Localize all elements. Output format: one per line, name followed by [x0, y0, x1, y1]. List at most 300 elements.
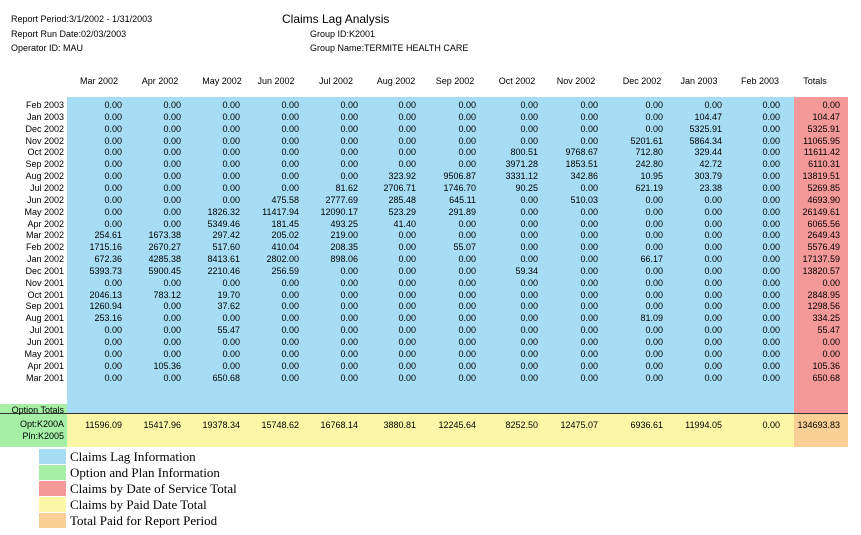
- table-cell: 0.00: [340, 301, 358, 312]
- column-header: Jun 2002: [257, 76, 295, 86]
- table-cell: 0.00: [520, 100, 538, 110]
- table-cell: 2670.27: [148, 242, 181, 253]
- table-cell: 329.44: [694, 147, 722, 158]
- table-cell: 0.00: [458, 159, 476, 170]
- table-cell: 0.00: [458, 123, 476, 134]
- table-cell: 55.47: [217, 325, 240, 336]
- table-cell: 0.00: [104, 100, 122, 110]
- table-cell: 0.00: [163, 135, 181, 146]
- paid-total-cell: 12245.64: [438, 420, 476, 430]
- table-cell: 0.00: [762, 230, 780, 241]
- table-cell: 0.00: [222, 111, 240, 122]
- table-cell: 3331.12: [505, 171, 538, 182]
- paid-total-cell: 15748.62: [261, 420, 299, 430]
- table-cell: 0.00: [762, 301, 780, 312]
- table-cell: 0.00: [281, 159, 299, 170]
- table-cell: 5393.73: [89, 265, 122, 276]
- table-cell: 0.00: [704, 100, 722, 110]
- table-cell: 0.00: [398, 111, 416, 122]
- table-cell: 9768.67: [565, 147, 598, 158]
- table-cell: 9506.87: [443, 171, 476, 182]
- table-cell: 517.60: [212, 242, 240, 253]
- table-cell: 1260.94: [89, 301, 122, 312]
- table-cell: 0.00: [163, 100, 181, 110]
- table-cell: 0.00: [398, 360, 416, 371]
- table-cell: 0.00: [520, 289, 538, 300]
- table-cell: 291.89: [448, 206, 476, 217]
- table-cell: 342.86: [570, 171, 598, 182]
- table-cell: 0.00: [762, 159, 780, 170]
- table-cell: 2210.46: [207, 265, 240, 276]
- table-cell: 0.00: [340, 159, 358, 170]
- column-header: Feb 2003: [740, 76, 780, 86]
- table-cell: 41.40: [393, 218, 416, 229]
- table-cell: 0.00: [520, 123, 538, 134]
- column-header: Apr 2002: [141, 76, 179, 86]
- table-cell: 523.29: [388, 206, 416, 217]
- table-cell: 0.00: [520, 242, 538, 253]
- table-cell: 5325.91: [689, 123, 722, 134]
- table-cell: 0.00: [580, 111, 598, 122]
- table-cell: 0.00: [281, 372, 299, 383]
- table-cell: 0.00: [645, 111, 663, 122]
- claims-lag-panel-footer: [67, 404, 794, 413]
- table-cell: 0.00: [104, 159, 122, 170]
- table-cell: 493.25: [330, 218, 358, 229]
- row-total-cell: 4693.90: [807, 194, 840, 205]
- table-cell: 104.47: [694, 111, 722, 122]
- table-cell: 11417.94: [262, 206, 299, 217]
- table-cell: 0.00: [104, 111, 122, 122]
- table-cell: 0.00: [340, 372, 358, 383]
- legend-swatch: [39, 481, 66, 496]
- table-cell: 0.00: [762, 348, 780, 359]
- table-cell: 0.00: [704, 301, 722, 312]
- row-total-cell: 650.68: [812, 372, 840, 383]
- table-cell: 0.00: [222, 100, 240, 110]
- table-cell: 0.00: [398, 289, 416, 300]
- row-total-cell: 2848.95: [807, 289, 840, 300]
- paid-total-cell: 3880.81: [383, 420, 416, 430]
- table-cell: 0.00: [104, 182, 122, 193]
- table-cell: 0.00: [762, 337, 780, 347]
- row-total-cell: 1298.56: [807, 301, 840, 312]
- report-period: Report Period:3/1/2002 - 1/31/2003: [11, 14, 153, 24]
- table-cell: 0.00: [398, 147, 416, 158]
- table-cell: 0.00: [580, 337, 598, 347]
- table-cell: 59.34: [515, 265, 538, 276]
- grand-total-cell: 134693.83: [797, 420, 840, 430]
- table-cell: 0.00: [104, 372, 122, 383]
- table-cell: 0.00: [104, 194, 122, 205]
- table-cell: 297.42: [212, 230, 240, 241]
- paid-total-cell: 16768.14: [320, 420, 358, 430]
- table-cell: 0.00: [163, 348, 181, 359]
- table-cell: 0.00: [704, 242, 722, 253]
- row-total-cell: 0.00: [822, 337, 840, 347]
- table-cell: 0.00: [163, 218, 181, 229]
- row-label: Sep 2001: [25, 301, 64, 312]
- legend-label: Claims by Paid Date Total: [70, 497, 207, 512]
- row-total-cell: 0.00: [822, 100, 840, 110]
- row-label: May 2002: [24, 206, 64, 217]
- row-label: Jul 2001: [29, 325, 64, 336]
- operator-id: Operator ID: MAU: [11, 43, 84, 53]
- table-cell: 475.58: [271, 194, 299, 205]
- column-header: Jul 2002: [318, 76, 354, 86]
- option-totals-divider: [0, 413, 848, 414]
- table-cell: 0.00: [163, 159, 181, 170]
- table-cell: 0.00: [580, 301, 598, 312]
- table-cell: 0.00: [520, 135, 538, 146]
- table-cell: 1715.16: [89, 242, 122, 253]
- table-cell: 0.00: [645, 289, 663, 300]
- table-cell: 0.00: [704, 254, 722, 265]
- table-cell: 0.00: [645, 218, 663, 229]
- table-cell: 0.00: [281, 313, 299, 324]
- table-cell: 0.00: [281, 301, 299, 312]
- row-label: Nov 2002: [25, 135, 64, 146]
- table-cell: 0.00: [340, 123, 358, 134]
- table-cell: 5864.34: [689, 135, 722, 146]
- table-cell: 0.00: [520, 194, 538, 205]
- plan-code: Pln:K2005: [22, 431, 64, 441]
- table-cell: 8413.61: [207, 254, 240, 265]
- table-cell: 0.00: [520, 206, 538, 217]
- table-cell: 0.00: [580, 360, 598, 371]
- group-name: Group Name:TERMITE HEALTH CARE: [310, 43, 469, 53]
- table-cell: 0.00: [704, 337, 722, 347]
- row-label: Jun 2001: [26, 337, 64, 347]
- table-cell: 0.00: [762, 147, 780, 158]
- table-cell: 0.00: [281, 360, 299, 371]
- table-cell: 0.00: [645, 372, 663, 383]
- option-code: Opt:K200A: [19, 419, 64, 429]
- legend-swatch: [39, 497, 66, 512]
- table-cell: 0.00: [340, 348, 358, 359]
- table-cell: 256.59: [271, 265, 299, 276]
- table-cell: 0.00: [458, 325, 476, 336]
- table-cell: 0.00: [398, 325, 416, 336]
- table-cell: 0.00: [520, 337, 538, 347]
- table-cell: 0.00: [340, 325, 358, 336]
- table-cell: 0.00: [398, 348, 416, 359]
- table-cell: 0.00: [580, 100, 598, 110]
- table-cell: 0.00: [520, 218, 538, 229]
- paid-total-cell: 0.00: [762, 420, 780, 430]
- row-total-cell: 11065.95: [803, 135, 840, 146]
- table-cell: 4285.38: [148, 254, 181, 265]
- table-cell: 0.00: [762, 313, 780, 324]
- table-cell: 0.00: [281, 135, 299, 146]
- row-label: Aug 2002: [25, 171, 64, 182]
- table-cell: 0.00: [520, 313, 538, 324]
- table-cell: 650.68: [212, 372, 240, 383]
- table-cell: 0.00: [645, 230, 663, 241]
- table-cell: 712.80: [635, 147, 663, 158]
- table-cell: 0.00: [104, 135, 122, 146]
- table-cell: 0.00: [340, 100, 358, 110]
- table-cell: 0.00: [163, 372, 181, 383]
- column-header: Sep 2002: [435, 76, 475, 86]
- table-cell: 0.00: [520, 348, 538, 359]
- table-cell: 783.12: [153, 289, 181, 300]
- table-cell: 0.00: [645, 277, 663, 288]
- table-cell: 42.72: [699, 159, 722, 170]
- table-cell: 0.00: [163, 325, 181, 336]
- table-cell: 0.00: [222, 194, 240, 205]
- table-cell: 0.00: [398, 372, 416, 383]
- row-total-cell: 6065.56: [807, 218, 840, 229]
- table-cell: 0.00: [458, 135, 476, 146]
- table-cell: 0.00: [645, 265, 663, 276]
- table-cell: 0.00: [520, 254, 538, 265]
- table-cell: 0.00: [340, 277, 358, 288]
- table-cell: 0.00: [222, 123, 240, 134]
- table-cell: 205.02: [271, 230, 299, 241]
- table-cell: 0.00: [762, 135, 780, 146]
- row-total-cell: 6110.31: [808, 159, 840, 170]
- legend-label: Total Paid for Report Period: [70, 513, 218, 528]
- table-cell: 0.00: [281, 182, 299, 193]
- table-cell: 0.00: [340, 135, 358, 146]
- table-cell: 105.36: [153, 360, 181, 371]
- table-cell: 0.00: [398, 135, 416, 146]
- row-label: Mar 2001: [25, 372, 64, 383]
- table-cell: 0.00: [580, 230, 598, 241]
- option-totals-label: Option Totals: [11, 405, 64, 415]
- table-cell: 0.00: [458, 254, 476, 265]
- row-total-cell: 334.25: [812, 313, 840, 324]
- report-title: Claims Lag Analysis: [282, 12, 390, 26]
- table-cell: 0.00: [458, 100, 476, 110]
- table-cell: 0.00: [163, 171, 181, 182]
- table-cell: 0.00: [340, 171, 358, 182]
- table-cell: 0.00: [340, 360, 358, 371]
- table-cell: 253.16: [94, 313, 122, 324]
- table-cell: 0.00: [645, 194, 663, 205]
- table-cell: 0.00: [645, 100, 663, 110]
- table-cell: 2706.71: [383, 182, 416, 193]
- table-cell: 0.00: [281, 325, 299, 336]
- table-cell: 2802.00: [266, 254, 299, 265]
- table-cell: 0.00: [104, 123, 122, 134]
- table-cell: 0.00: [163, 301, 181, 312]
- table-cell: 0.00: [762, 372, 780, 383]
- table-cell: 81.62: [335, 182, 358, 193]
- row-label: Apr 2002: [27, 218, 64, 229]
- table-cell: 0.00: [762, 254, 780, 265]
- column-header: Totals: [803, 76, 827, 86]
- table-cell: 0.00: [281, 348, 299, 359]
- table-cell: 5201.61: [630, 135, 663, 146]
- legend-label: Claims Lag Information: [70, 449, 196, 464]
- row-label: Sep 2002: [25, 159, 64, 170]
- row-total-cell: 5269.85: [807, 182, 840, 193]
- table-cell: 0.00: [398, 159, 416, 170]
- table-cell: 66.17: [640, 254, 663, 265]
- table-cell: 0.00: [340, 313, 358, 324]
- table-cell: 0.00: [704, 230, 722, 241]
- table-cell: 0.00: [222, 313, 240, 324]
- table-cell: 0.00: [704, 289, 722, 300]
- table-cell: 0.00: [104, 348, 122, 359]
- report-run-date: Report Run Date:02/03/2003: [11, 29, 127, 39]
- table-cell: 0.00: [520, 301, 538, 312]
- row-label: Dec 2001: [25, 265, 64, 276]
- table-cell: 0.00: [163, 182, 181, 193]
- table-cell: 0.00: [104, 337, 122, 347]
- table-cell: 621.19: [635, 182, 663, 193]
- row-total-cell: 2649.43: [807, 230, 840, 241]
- table-cell: 1826.32: [207, 206, 240, 217]
- table-cell: 0.00: [580, 135, 598, 146]
- table-cell: 0.00: [645, 337, 663, 347]
- table-cell: 0.00: [645, 348, 663, 359]
- row-label: May 2001: [24, 348, 64, 359]
- table-cell: 0.00: [222, 277, 240, 288]
- table-cell: 0.00: [222, 159, 240, 170]
- table-cell: 0.00: [580, 277, 598, 288]
- table-cell: 2777.69: [325, 194, 358, 205]
- table-cell: 0.00: [580, 182, 598, 193]
- table-cell: 0.00: [762, 123, 780, 134]
- paid-total-cell: 11994.05: [685, 420, 722, 430]
- paid-total-cell: 11596.09: [85, 420, 122, 430]
- table-cell: 0.00: [762, 206, 780, 217]
- table-cell: 0.00: [458, 265, 476, 276]
- table-cell: 0.00: [163, 111, 181, 122]
- table-cell: 0.00: [281, 123, 299, 134]
- table-cell: 0.00: [163, 147, 181, 158]
- table-cell: 0.00: [104, 325, 122, 336]
- table-cell: 0.00: [222, 337, 240, 347]
- table-cell: 0.00: [704, 348, 722, 359]
- table-cell: 0.00: [520, 360, 538, 371]
- table-cell: 0.00: [222, 171, 240, 182]
- table-cell: 0.00: [762, 277, 780, 288]
- legend-swatch: [39, 465, 66, 480]
- table-cell: 0.00: [704, 372, 722, 383]
- table-cell: 0.00: [458, 230, 476, 241]
- table-cell: 0.00: [281, 171, 299, 182]
- table-cell: 0.00: [398, 254, 416, 265]
- table-cell: 90.25: [515, 182, 538, 193]
- table-cell: 0.00: [580, 289, 598, 300]
- table-cell: 0.00: [340, 111, 358, 122]
- table-cell: 0.00: [580, 123, 598, 134]
- table-cell: 0.00: [222, 135, 240, 146]
- table-cell: 219.00: [330, 230, 358, 241]
- table-cell: 0.00: [281, 277, 299, 288]
- table-cell: 0.00: [645, 360, 663, 371]
- table-cell: 0.00: [645, 325, 663, 336]
- table-cell: 0.00: [580, 254, 598, 265]
- table-cell: 0.00: [163, 337, 181, 347]
- table-cell: 0.00: [222, 360, 240, 371]
- table-cell: 672.36: [94, 254, 122, 265]
- table-cell: 2046.13: [89, 289, 122, 300]
- table-cell: 0.00: [458, 360, 476, 371]
- table-cell: 323.92: [388, 171, 416, 182]
- row-label: Jan 2002: [26, 254, 64, 265]
- table-cell: 0.00: [762, 325, 780, 336]
- table-cell: 5349.46: [207, 218, 240, 229]
- row-total-cell: 0.00: [822, 348, 840, 359]
- table-cell: 800.51: [510, 147, 538, 158]
- table-cell: 0.00: [704, 325, 722, 336]
- table-cell: 0.00: [762, 218, 780, 229]
- table-cell: 0.00: [645, 242, 663, 253]
- table-cell: 0.00: [398, 277, 416, 288]
- table-cell: 0.00: [580, 218, 598, 229]
- table-cell: 0.00: [281, 111, 299, 122]
- row-total-cell: 5576.49: [807, 242, 840, 253]
- table-cell: 0.00: [458, 337, 476, 347]
- table-cell: 0.00: [104, 171, 122, 182]
- table-cell: 0.00: [163, 194, 181, 205]
- table-cell: 0.00: [163, 123, 181, 134]
- column-header: May 2002: [202, 76, 242, 86]
- table-cell: 10.95: [640, 171, 663, 182]
- row-label: Jul 2002: [29, 182, 64, 193]
- table-cell: 0.00: [458, 289, 476, 300]
- table-cell: 1853.51: [565, 159, 598, 170]
- legend-swatch: [39, 449, 66, 464]
- column-header: Nov 2002: [556, 76, 596, 86]
- table-cell: 0.00: [398, 265, 416, 276]
- column-header: Aug 2002: [376, 76, 416, 86]
- column-header: Jan 2003: [680, 76, 718, 86]
- table-cell: 303.79: [694, 171, 722, 182]
- table-cell: 0.00: [398, 337, 416, 347]
- row-total-cell: 104.47: [812, 111, 840, 122]
- table-cell: 0.00: [580, 242, 598, 253]
- row-label: Jun 2002: [26, 194, 64, 205]
- table-cell: 81.09: [640, 313, 663, 324]
- table-cell: 0.00: [398, 100, 416, 110]
- legend-swatch: [39, 513, 66, 528]
- table-cell: 0.00: [340, 289, 358, 300]
- table-cell: 0.00: [222, 182, 240, 193]
- table-cell: 0.00: [340, 265, 358, 276]
- table-cell: 0.00: [704, 313, 722, 324]
- table-cell: 0.00: [762, 182, 780, 193]
- table-cell: 208.35: [330, 242, 358, 253]
- table-cell: 0.00: [222, 147, 240, 158]
- table-cell: 0.00: [281, 337, 299, 347]
- table-cell: 0.00: [281, 100, 299, 110]
- table-cell: 0.00: [520, 230, 538, 241]
- paid-total-cell: 8252.50: [505, 420, 538, 430]
- table-cell: 0.00: [163, 277, 181, 288]
- table-cell: 0.00: [704, 194, 722, 205]
- table-cell: 0.00: [398, 313, 416, 324]
- row-total-cell: 5325.91: [807, 123, 840, 134]
- table-cell: 0.00: [398, 242, 416, 253]
- table-cell: 0.00: [520, 111, 538, 122]
- row-label: Oct 2001: [27, 289, 64, 300]
- table-cell: 0.00: [163, 313, 181, 324]
- row-label: Feb 2002: [25, 242, 64, 253]
- table-cell: 0.00: [398, 301, 416, 312]
- table-cell: 0.00: [762, 360, 780, 371]
- table-cell: 5900.45: [148, 265, 181, 276]
- row-label: Feb 2003: [25, 100, 64, 110]
- table-cell: 0.00: [704, 277, 722, 288]
- table-cell: 181.45: [271, 218, 299, 229]
- group-id: Group ID:K2001: [310, 29, 376, 39]
